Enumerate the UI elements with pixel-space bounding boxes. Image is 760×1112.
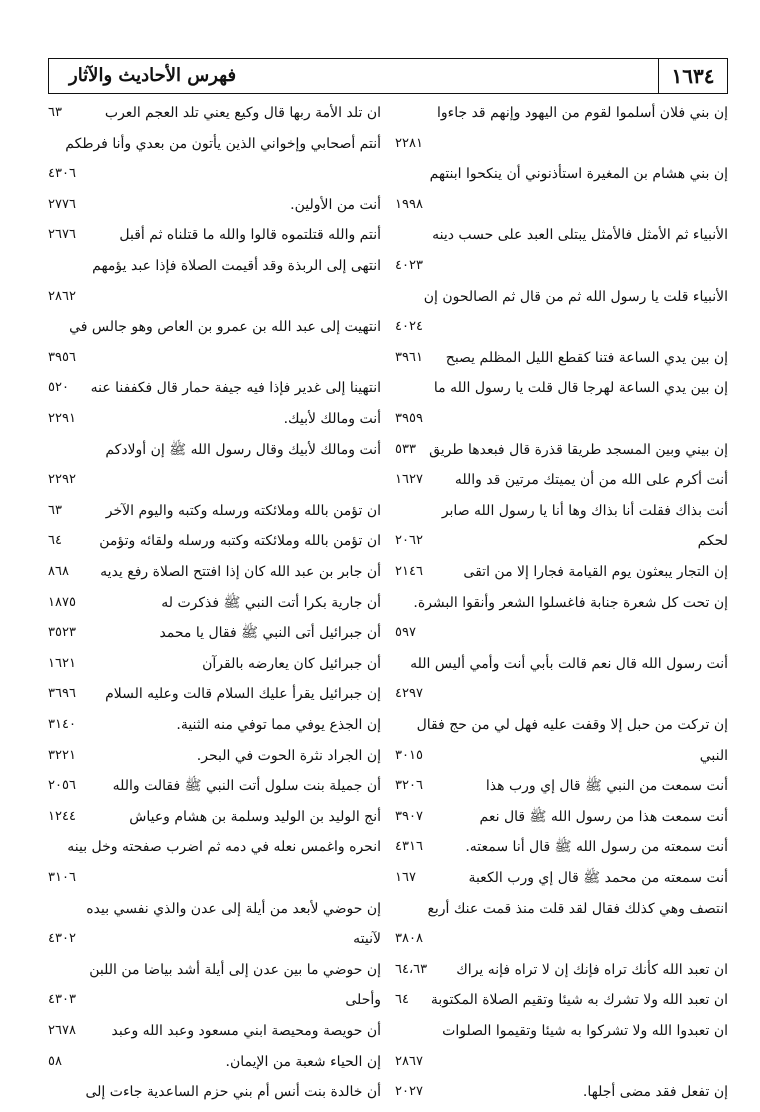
entry-text: ان تعبدوا الله ولا تشركوا به شيئا وتقيموا الصلوات [442, 1023, 728, 1039]
entry-page-ref: ١٦٢١ [48, 655, 76, 671]
entry-page-ref: ١٢٤٤ [48, 808, 76, 824]
index-entry [48, 404, 381, 434]
index-entry [395, 588, 728, 618]
index-entry [48, 557, 381, 587]
entry-text: أنت ومالك لأبيك. [283, 411, 381, 427]
index-entry [395, 373, 728, 403]
index-entry [395, 98, 728, 128]
index-entry [48, 679, 381, 709]
index-entry [48, 618, 381, 648]
index-entry [395, 435, 728, 465]
index-entry [48, 220, 381, 250]
entry-text: أنت سمعت من النبي ﷺ قال إي ورب هذا [485, 778, 728, 795]
entry-page-ref: ٢٢٩١ [48, 411, 76, 426]
entry-page-ref: ١٩٩٨ [395, 196, 423, 212]
entry-text: إن جبرائيل يقرأ عليك السلام قالت وعليه السلام [105, 686, 381, 703]
index-entry [48, 435, 381, 465]
entry-text: أن جميلة بنت سلول أتت النبي ﷺ فقالت والله [112, 778, 381, 795]
index-entry [48, 373, 381, 403]
entry-text: ان تؤمن بالله وملائكته وكتبه ورسله ولقائه وتؤمن [99, 533, 381, 550]
entry-text: أنت ومالك لأبيك وقال رسول الله ﷺ إن أولادكم [105, 441, 381, 458]
index-entry [48, 741, 381, 771]
index-entry [395, 465, 728, 495]
entry-text: أنتم والله قتلتموه قالوا والله ما قتلناه ثم أقبل [119, 227, 381, 244]
entry-text: وأحلى [345, 992, 381, 1009]
index-entry [395, 496, 728, 526]
entry-page-ref: ٣٢٠٦ [395, 778, 423, 794]
entry-page-ref: ٤٠٢٣ [395, 258, 423, 273]
index-entry [395, 220, 728, 250]
entry-page-ref: ٥٨ [48, 1053, 62, 1069]
entry-page-ref: ٤٣٠٦ [48, 166, 76, 182]
entry-page-ref: ٣٠١٥ [395, 747, 423, 763]
index-entry [395, 190, 728, 220]
entry-text: أنت سمعت هذا من رسول الله ﷺ قال نعم [479, 808, 728, 825]
entry-text: لحكم [697, 533, 728, 550]
entry-page-ref: ٤٢٩٧ [395, 686, 423, 702]
index-entry [395, 1016, 728, 1046]
entry-page-ref: ٣٥٢٣ [48, 625, 76, 641]
index-entry [48, 343, 381, 373]
entry-page-ref: ٢٠٢٧ [395, 1084, 423, 1100]
index-entry [395, 282, 728, 312]
index-entry [395, 129, 728, 159]
entry-page-ref: ٣٩٠٧ [395, 808, 423, 824]
page-header [48, 58, 728, 94]
index-entry [48, 710, 381, 740]
entry-text: إن بيني وبين المسجد طريقا قذرة قال فبعدها طريق [429, 441, 728, 458]
index-entry [48, 159, 381, 189]
entry-text: أنتم أصحابي وإخواني الذين يأتون من بعدي وأنا فرطكم [65, 135, 381, 152]
entry-text: انحره واغمس نعله في دمه ثم اضرب صفحته وخل بينه [67, 839, 381, 856]
entry-text: إن تركت من حبل إلا وقفت عليه فهل لي من حج فقال [416, 717, 728, 733]
index-entry [395, 526, 728, 556]
entry-page-ref: ٦٤ [48, 533, 62, 549]
page-title: فهرس الأحاديث والآثار [69, 65, 237, 86]
index-entry [48, 1016, 381, 1046]
entry-text: أن خالدة بنت أنس أم بني حزم الساعدية جاءت إلى [85, 1084, 381, 1101]
entry-page-ref: ٢٨٦٧ [395, 1053, 423, 1069]
index-entry [48, 526, 381, 556]
entry-page-ref: ٣٩٥٦ [48, 349, 76, 365]
entry-text: الأنبياء ثم الأمثل فالأمثل يبتلى العبد على حسب دينه [432, 227, 728, 244]
index-entry [395, 741, 728, 771]
entry-page-ref: ٣٩٦١ [395, 349, 423, 365]
entry-text: أن جبرائيل كان يعارضه بالقرآن [202, 655, 381, 672]
index-entry [48, 955, 381, 985]
entry-page-ref: ١٦٢٧ [395, 472, 423, 488]
index-entry [395, 159, 728, 189]
entry-text: أنت أكرم على الله من أن يميتك مرتين قد والله [454, 472, 728, 489]
entry-page-ref: ٦٤ [395, 992, 409, 1008]
entry-page-ref: ٣٩٥٩ [395, 411, 423, 426]
entry-page-ref: ٢٨٦٢ [48, 288, 76, 304]
index-entry [48, 832, 381, 862]
entry-page-ref: ٨٦٨ [48, 564, 69, 579]
index-entry [48, 251, 381, 281]
entry-page-ref: ٤٣٠٣ [48, 992, 76, 1008]
entry-page-ref: ٢٦٧٦ [48, 227, 76, 243]
entry-text: إن حوضي لأبعد من أيلة إلى عدن والذي نفسي بيده [86, 900, 381, 917]
index-entry [48, 465, 381, 495]
entry-page-ref: ٢٧٧٦ [48, 196, 76, 212]
right-column [395, 98, 728, 1108]
entry-text: انتصف وهي كذلك فقال لقد قلت منذ قمت عنك أربع [427, 900, 728, 917]
entry-page-ref: ٤٠٢٤ [395, 319, 423, 335]
index-entry [48, 924, 381, 954]
entry-text: أنت سمعته من محمد ﷺ قال إي ورب الكعبة [468, 870, 728, 886]
entry-text: لآنيته [353, 931, 381, 948]
entry-text: أن جابر بن عبد الله كان إذا افتتح الصلاة رفع يديه [100, 564, 381, 580]
index-entry [48, 1077, 381, 1107]
entry-text: ان تعبد الله ولا تشرك به شيئا وتقيم الصلاة المكتوبة [430, 992, 728, 1009]
entry-page-ref: ٦٤،٦٣ [395, 961, 428, 977]
entry-text: إن بني فلان أسلموا لقوم من اليهود وإنهم قد جاءوا [436, 105, 728, 121]
index-entry [48, 98, 381, 128]
entry-page-ref: ٢٢٩٢ [48, 472, 76, 488]
entry-page-ref: ٣١٤٠ [48, 717, 76, 732]
index-entry [48, 649, 381, 679]
index-entry [395, 710, 728, 740]
entry-text: إن حوضي ما بين عدن إلى أيلة أشد بياضا من اللبن [89, 961, 381, 978]
entry-page-ref: ٤٣٠٢ [48, 931, 76, 947]
entry-text: إن الجذع يوفي مما توفي منه الثنية. [176, 717, 381, 733]
entry-page-ref: ٣٦٩٦ [48, 686, 76, 702]
entry-page-ref: ١٨٧٥ [48, 594, 76, 610]
index-entry [48, 802, 381, 832]
entry-page-ref: ٥٣٣ [395, 441, 416, 457]
index-entry [395, 894, 728, 924]
index-entry [48, 282, 381, 312]
index-entry [48, 863, 381, 893]
entry-text: إن بين يدي الساعة فتنا كقطع الليل المظلم يصبح [445, 349, 728, 366]
entry-text: ان تؤمن بالله وملائكته ورسله وكتبه واليوم الآخر [105, 502, 381, 519]
entry-text: انتهينا إلى غدير فإذا فيه جيفة حمار قال فكففنا عنه [90, 380, 381, 397]
index-entry [395, 404, 728, 434]
entry-text: أنت سمعته من رسول الله ﷺ قال أنا سمعته. [465, 839, 728, 856]
entry-text: أنت بذاك فقلت أنا بذاك وها أنا يا رسول الله صابر [441, 502, 728, 519]
index-entry [395, 955, 728, 985]
entry-page-ref: ٦٣ [48, 502, 62, 518]
index-entry [395, 924, 728, 954]
entry-page-ref: ٢٦٧٨ [48, 1023, 76, 1038]
index-entry [395, 343, 728, 373]
index-entry [48, 985, 381, 1015]
entry-text: إن الحياء شعبة من الإيمان. [225, 1053, 381, 1070]
index-entry [395, 679, 728, 709]
index-entry [48, 771, 381, 801]
entry-page-ref: ٣٨٠٨ [395, 931, 423, 947]
entry-page-ref: ٢٢٨١ [395, 135, 423, 151]
index-entry [395, 771, 728, 801]
entry-text: انتهيت إلى عبد الله بن عمرو بن العاص وهو جالس في [69, 319, 381, 336]
index-entry [395, 649, 728, 679]
entry-text: أن جبرائيل أتى النبي ﷺ فقال يا محمد [159, 625, 381, 642]
index-entry [395, 618, 728, 648]
entry-page-ref: ٤٣١٦ [395, 839, 423, 855]
entry-page-ref: ١٦٧ [395, 870, 416, 885]
entry-page-ref: ٣١٠٦ [48, 870, 76, 885]
left-column [48, 98, 381, 1108]
index-entry [395, 251, 728, 281]
entry-page-ref: ٣٢٢١ [48, 747, 76, 763]
entry-page-ref: ٥٢٠ [48, 380, 69, 396]
entry-text: النبي [699, 747, 728, 764]
entry-text: ان تلد الأمة ربها قال وكيع يعني تلد العجم العرب [104, 105, 381, 121]
entry-text: أنج الوليد بن الوليد وسلمة بن هشام وعياش [129, 808, 381, 825]
index-entry [395, 832, 728, 862]
index-entry [395, 863, 728, 893]
entry-page-ref: ٢١٤٦ [395, 564, 423, 579]
entry-text: أنت من الأولين. [290, 196, 381, 213]
entry-text: ان تعبد الله كأنك تراه فإنك إن لا تراه فإنه يراك [456, 961, 728, 978]
entry-text: إن التجار يبعثون يوم القيامة فجارا إلا من اتقى [463, 564, 728, 580]
entry-text: إن بين يدي الساعة لهرجا قال قلت يا رسول الله ما [433, 380, 728, 397]
entry-text: انتهى إلى الربذة وقد أقيمت الصلاة فإذا عبد يؤمهم [92, 258, 381, 274]
entry-text: إن تحت كل شعرة جنابة فاغسلوا الشعر وأنقوا البشرة. [413, 594, 728, 611]
entry-page-ref: ٢٠٦٢ [395, 533, 423, 549]
entry-text: أن حويصة ومحيصة ابني مسعود وعبد الله وعبد [111, 1023, 381, 1039]
entry-page-ref: ٦٣ [48, 105, 62, 120]
index-entry [395, 557, 728, 587]
index-entry [48, 894, 381, 924]
index-entry [48, 312, 381, 342]
index-entry [48, 190, 381, 220]
index-entry [48, 588, 381, 618]
entry-text: الأنبياء قلت يا رسول الله ثم من قال ثم الصالحون إن [423, 288, 728, 305]
entry-text: إن بني هشام بن المغيرة استأذنوني أن ينكحوا ابنتهم [429, 166, 728, 183]
entry-text: أنت رسول الله قال نعم قالت بأبي أنت وأمي أليس الله [410, 655, 728, 672]
entry-page-ref: ٢٠٥٦ [48, 778, 76, 794]
index-entry [395, 1077, 728, 1107]
page-number: ١٦٣٤ [658, 59, 727, 93]
entry-text: إن الجراد نثرة الحوت في البحر. [196, 747, 381, 764]
entry-page-ref: ٥٩٧ [395, 625, 416, 641]
index-entry [48, 496, 381, 526]
index-entry [395, 802, 728, 832]
entry-text: أن جارية بكرا أتت النبي ﷺ فذكرت له [161, 594, 381, 611]
index-entry [395, 1047, 728, 1077]
index-entry [395, 312, 728, 342]
index-entry [48, 129, 381, 159]
entry-text: إن تفعل فقد مضى أجلها. [582, 1084, 728, 1101]
index-entry [48, 1047, 381, 1077]
index-entry [395, 985, 728, 1015]
